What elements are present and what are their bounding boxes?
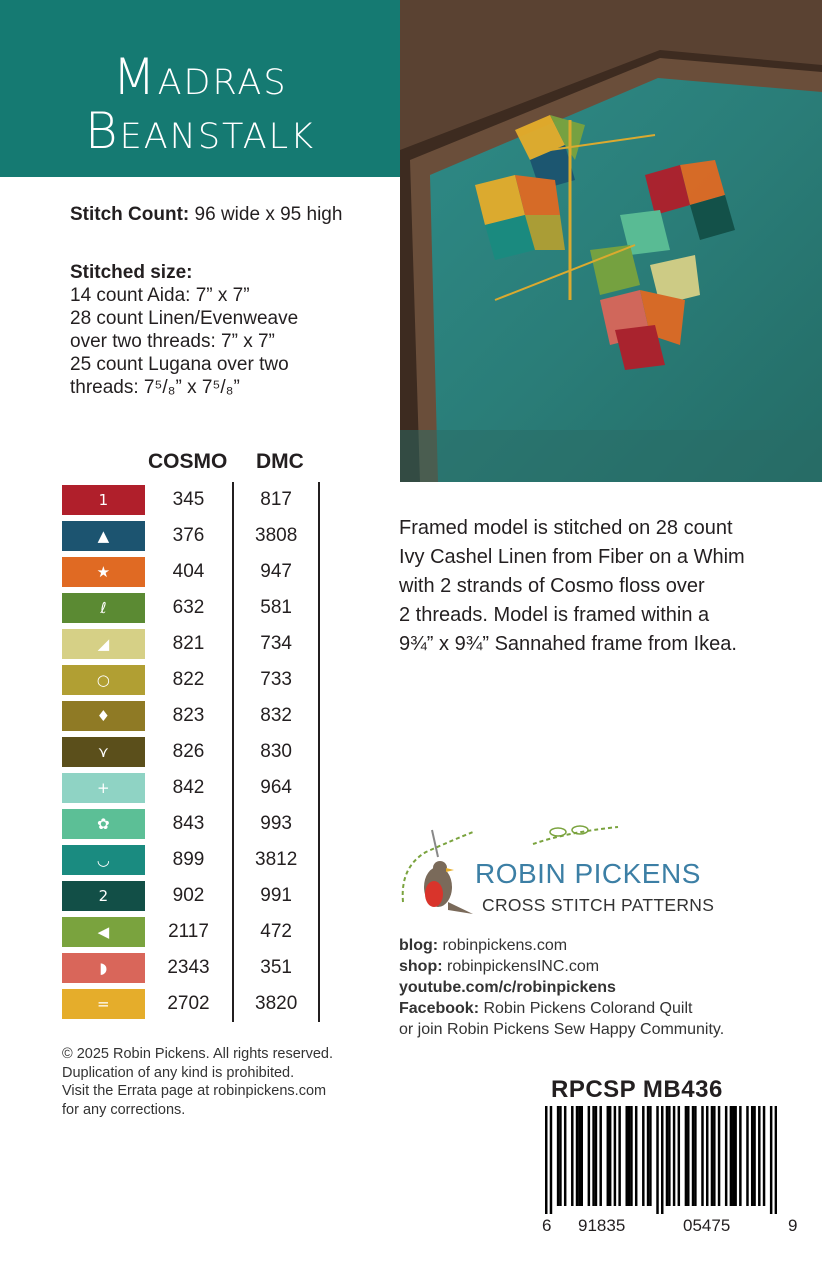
thread-swatch: ◡ xyxy=(62,845,145,875)
barcode-bar xyxy=(734,1106,736,1206)
thread-row xyxy=(62,878,320,914)
copyright-notice xyxy=(62,1045,333,1119)
framed-model-photo xyxy=(400,0,822,482)
barcode-bar xyxy=(746,1106,748,1206)
link-label: Facebook: xyxy=(399,1000,480,1017)
stitched-size-line: 25 count Lugana over two xyxy=(70,354,289,375)
dmc-number: 734 xyxy=(260,633,292,654)
stitched-size-line: over two threads: 7” x 7” xyxy=(70,331,275,352)
dmc-number: 830 xyxy=(260,741,292,762)
logo-name: ROBIN PICKENS xyxy=(475,858,701,889)
thread-row xyxy=(62,518,320,554)
barcode-bar xyxy=(775,1106,777,1214)
dmc-number: 993 xyxy=(260,813,292,834)
model-description xyxy=(399,514,809,659)
barcode-bar xyxy=(718,1106,720,1206)
dmc-number: 947 xyxy=(260,561,292,582)
link-blog[interactable] xyxy=(399,935,724,956)
link-community[interactable] xyxy=(399,1019,724,1040)
thread-row xyxy=(62,770,320,806)
barcode-bar xyxy=(694,1106,696,1206)
table-divider xyxy=(232,482,234,1022)
thread-row xyxy=(62,914,320,950)
barcode-digit: 91835 xyxy=(578,1216,626,1235)
barcode-bar xyxy=(571,1106,573,1206)
thread-swatch: 1 xyxy=(62,485,145,515)
barcode-digit: 05475 xyxy=(683,1216,731,1235)
link-value: robinpickensINC.com xyxy=(442,958,600,975)
barcode-bar xyxy=(763,1106,765,1206)
barcode-bar xyxy=(758,1106,760,1206)
cosmo-number: 826 xyxy=(172,741,205,762)
barcode-bar xyxy=(607,1106,609,1206)
cosmo-number: 2702 xyxy=(167,993,210,1014)
link-value: Robin Pickens Colorand Quilt xyxy=(479,1000,693,1017)
bird-icon xyxy=(398,822,478,922)
stitch-count-label: Stitch Count: xyxy=(70,204,190,225)
thread-row xyxy=(62,590,320,626)
barcode-bar xyxy=(625,1106,627,1206)
cosmo-number: 821 xyxy=(172,633,205,654)
thread-swatch: ◀ xyxy=(62,917,145,947)
barcode-bar xyxy=(678,1106,680,1206)
link-facebook[interactable] xyxy=(399,998,724,1019)
barcode xyxy=(545,1106,777,1214)
barcode-bar xyxy=(661,1106,663,1214)
barcode-bar xyxy=(701,1106,703,1206)
framed-model-image xyxy=(400,0,822,482)
barcode-bar xyxy=(588,1106,590,1206)
thread-row xyxy=(62,806,320,842)
barcode-bar xyxy=(687,1106,689,1206)
barcode-bar xyxy=(770,1106,772,1214)
barcode-bar xyxy=(595,1106,597,1206)
barcode-bar xyxy=(614,1106,616,1206)
barcode-bar xyxy=(609,1106,611,1206)
logo-subtitle: CROSS STITCH PATTERNS xyxy=(482,895,715,915)
stitched-size-heading: Stitched size: xyxy=(70,262,193,283)
description-line: Ivy Cashel Linen from Fiber on a Whim xyxy=(399,546,745,568)
robin-pickens-logo xyxy=(398,822,738,922)
thread-swatch: = xyxy=(62,989,145,1019)
barcode-bar xyxy=(545,1106,547,1214)
barcode-bar xyxy=(576,1106,578,1206)
thread-swatch: ★ xyxy=(62,557,145,587)
dmc-number: 964 xyxy=(260,777,292,798)
thread-row xyxy=(62,734,320,770)
barcode-bar xyxy=(564,1106,566,1206)
thread-swatch: ○ xyxy=(62,665,145,695)
copyright-line: Duplication of any kind is prohibited. xyxy=(62,1064,295,1081)
thread-row xyxy=(62,698,320,734)
title-line-2: Beanstalk xyxy=(84,102,316,160)
cosmo-number: 376 xyxy=(172,525,205,546)
barcode-digit: 9 xyxy=(788,1216,798,1235)
link-value: robinpickens.com xyxy=(438,937,568,954)
barcode-bar xyxy=(557,1106,559,1206)
stitch-count-value: 96 wide x 95 high xyxy=(194,204,343,225)
thread-swatch: ◗ xyxy=(62,953,145,983)
barcode-bar xyxy=(647,1106,649,1206)
barcode-bar xyxy=(635,1106,637,1206)
barcode-bar xyxy=(628,1106,630,1206)
dmc-header: DMC xyxy=(256,450,304,473)
description-line: 9¾” x 9¾” Sannahed frame from Ikea. xyxy=(399,633,737,655)
thread-row xyxy=(62,662,320,698)
leaf-sprig-icon xyxy=(528,822,628,852)
barcode-bar xyxy=(685,1106,687,1206)
thread-row xyxy=(62,626,320,662)
thread-swatch: ℓ xyxy=(62,593,145,623)
barcode-bar xyxy=(673,1106,675,1206)
stitch-count xyxy=(70,203,342,226)
stitched-size-line: threads: 7⁵/₈” x 7⁵/₈” xyxy=(70,377,240,398)
dmc-number: 3820 xyxy=(255,993,298,1014)
thread-row xyxy=(62,482,320,518)
cosmo-number: 345 xyxy=(172,489,205,510)
cosmo-number: 2117 xyxy=(168,921,209,942)
barcode-bar xyxy=(711,1106,713,1206)
title-line-1: Madras xyxy=(112,48,288,106)
dmc-number: 733 xyxy=(260,669,292,690)
barcode-digit: 6 xyxy=(542,1216,552,1235)
thread-swatch: + xyxy=(62,773,145,803)
cosmo-number: 823 xyxy=(172,705,205,726)
contact-links xyxy=(399,935,724,1040)
barcode-bar xyxy=(642,1106,644,1206)
link-label: shop: xyxy=(399,958,443,975)
barcode-bar xyxy=(581,1106,583,1206)
cosmo-number: 843 xyxy=(172,813,205,834)
barcode-bar xyxy=(730,1106,732,1206)
barcode-bar xyxy=(725,1106,727,1206)
barcode-bar xyxy=(692,1106,694,1206)
thread-row xyxy=(62,554,320,590)
barcode-bar xyxy=(666,1106,668,1206)
barcode-bar xyxy=(649,1106,651,1206)
cosmo-number: 2343 xyxy=(167,957,210,978)
barcode-bar xyxy=(630,1106,632,1206)
barcode-bar xyxy=(618,1106,620,1206)
copyright-line: for any corrections. xyxy=(62,1101,186,1118)
dmc-number: 832 xyxy=(260,705,292,726)
stitched-size-line: 28 count Linen/Evenweave xyxy=(70,308,299,329)
thread-swatch: ▲ xyxy=(62,521,145,551)
link-label: blog: xyxy=(399,937,439,954)
cosmo-number: 404 xyxy=(172,561,205,582)
thread-swatch: 2 xyxy=(62,881,145,911)
cosmo-number: 822 xyxy=(172,669,205,690)
barcode-bar xyxy=(592,1106,594,1206)
thread-swatch: ⋎ xyxy=(62,737,145,767)
barcode-bar xyxy=(732,1106,734,1206)
cosmo-number: 902 xyxy=(172,885,205,906)
barcode-bar xyxy=(739,1106,741,1206)
thread-swatch: ♦ xyxy=(62,701,145,731)
barcode-bar xyxy=(751,1106,753,1206)
description-line: Framed model is stitched on 28 count xyxy=(399,517,733,539)
link-youtube[interactable] xyxy=(399,977,724,998)
thread-row xyxy=(62,986,320,1022)
dmc-number: 3808 xyxy=(255,525,298,546)
thread-row xyxy=(62,842,320,878)
stitched-size-line: 14 count Aida: 7” x 7” xyxy=(70,285,250,306)
link-shop[interactable] xyxy=(399,956,724,977)
title-banner xyxy=(0,0,400,177)
thread-table xyxy=(62,482,320,1022)
barcode-bar xyxy=(559,1106,561,1206)
sku-label: RPCSP MB436 xyxy=(551,1076,723,1103)
dmc-number: 3812 xyxy=(255,849,298,870)
dmc-number: 991 xyxy=(260,885,292,906)
dmc-number: 817 xyxy=(260,489,292,510)
barcode-bar xyxy=(706,1106,708,1206)
dmc-number: 351 xyxy=(260,957,292,978)
dmc-number: 581 xyxy=(260,597,292,618)
cosmo-number: 842 xyxy=(172,777,205,798)
barcode-bar xyxy=(656,1106,658,1214)
link-label: youtube.com/c/robinpickens xyxy=(399,979,616,996)
cosmo-header: COSMO xyxy=(148,450,228,473)
thread-swatch: ◢ xyxy=(62,629,145,659)
description-line: 2 threads. Model is framed within a xyxy=(399,604,710,626)
stitched-size xyxy=(70,261,298,399)
copyright-line: Visit the Errata page at robinpickens.com xyxy=(62,1083,327,1099)
copyright-line: © 2025 Robin Pickens. All rights reserved. xyxy=(62,1046,334,1062)
barcode-bar xyxy=(578,1106,580,1206)
link-value: or join Robin Pickens Sew Happy Community. xyxy=(399,1021,725,1038)
barcode-bar xyxy=(599,1106,601,1206)
cosmo-number: 899 xyxy=(172,849,205,870)
barcode-bar xyxy=(713,1106,715,1206)
thread-swatch: ✿ xyxy=(62,809,145,839)
dmc-number: 472 xyxy=(260,921,292,942)
barcode-bar xyxy=(753,1106,755,1206)
barcode-bar xyxy=(550,1106,552,1214)
description-line: with 2 strands of Cosmo floss over xyxy=(399,575,705,597)
thread-row xyxy=(62,950,320,986)
table-divider xyxy=(318,482,320,1022)
barcode-bar xyxy=(668,1106,670,1206)
cosmo-number: 632 xyxy=(172,597,205,618)
